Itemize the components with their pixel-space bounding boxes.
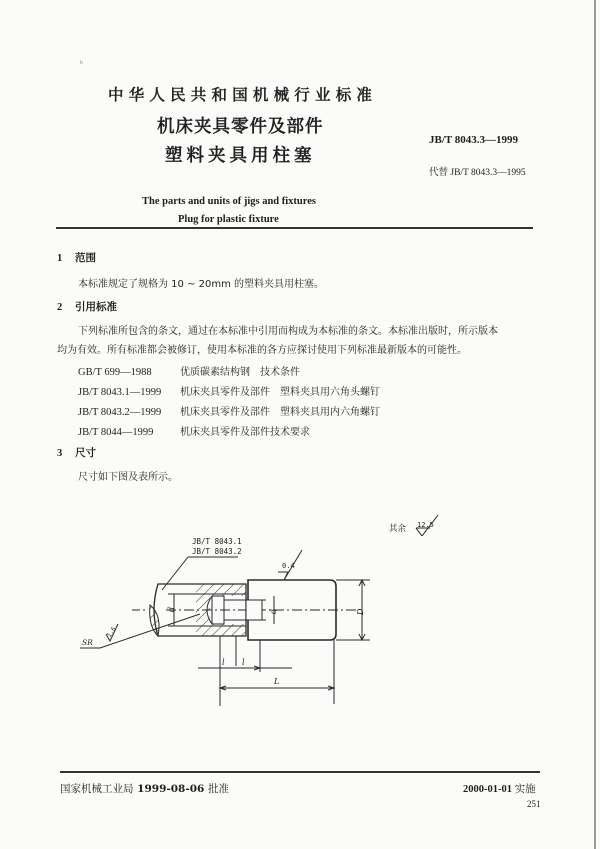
svg-text:l: l: [242, 658, 245, 667]
effective-label: 实施: [514, 783, 536, 795]
svg-text:1.6: 1.6: [105, 625, 118, 639]
footer-divider: [60, 771, 540, 773]
svg-text:12.5: 12.5: [417, 521, 434, 529]
section-title: 尺寸: [75, 447, 96, 459]
approval-label: 批准: [207, 783, 229, 795]
title-cn-line1: 机床夹具零件及部件: [157, 117, 324, 137]
section-title: 范围: [75, 252, 96, 264]
approval-date: 1999-08-06: [137, 783, 205, 795]
reference-title: 机床夹具零件及部件 塑料夹具用六角头螺钉: [180, 387, 380, 398]
svg-text:SR: SR: [82, 638, 93, 647]
reference-item: [78, 363, 300, 378]
scan-edge-border: [594, 0, 596, 849]
section-number: 1: [57, 253, 63, 264]
reference-title: 机床夹具零件及部件 塑料夹具用内六角螺钉: [180, 407, 380, 418]
standard-number: JB/T 8043.3—1999: [429, 134, 519, 146]
svg-text:l: l: [222, 658, 225, 667]
title-en-line2: Plug for plastic fixture: [178, 214, 279, 225]
title-en-line1: The parts and units of jigs and fixtures: [142, 196, 316, 207]
reference-title: 优质碳素结构钢 技术条件: [180, 367, 300, 378]
svg-text:d: d: [269, 608, 278, 614]
effective-date: 2000-01-01: [463, 784, 512, 795]
section-2-heading: [57, 299, 117, 314]
svg-text:d: d: [167, 606, 176, 612]
section-2-paragraph-line1: 下列标准所包含的条文，通过在本标准中引用而构成为本标准的条文。本标准出版时，所示版本: [78, 326, 498, 337]
section-3-paragraph: 尺寸如下图及表所示。: [78, 472, 178, 483]
reference-title: 机床夹具零件及部件技术要求: [180, 427, 310, 438]
svg-text:D: D: [356, 608, 365, 615]
section-title: 引用标准: [75, 301, 117, 313]
svg-text:其余: 其余: [389, 524, 407, 534]
reference-item: [78, 403, 380, 418]
header-divider: [56, 227, 533, 229]
section-2-paragraph-line2: 均为有效。所有标准都会被修订，使用本标准的各方应探讨使用下列标准最新版本的可能性。: [57, 345, 467, 356]
section-number: 3: [57, 448, 63, 459]
section-1-paragraph: 本标准规定了规格为 10 ~ 20mm 的塑料夹具用柱塞。: [78, 279, 325, 290]
reference-code: JB/T 8043.1—1999: [78, 387, 162, 398]
issuing-agency: 中华人民共和国机械行业标准: [108, 86, 378, 104]
reference-item: [78, 383, 380, 398]
svg-text:JB/T 8043.1: JB/T 8043.1: [192, 537, 242, 546]
reference-code: GB/T 699—1988: [78, 367, 152, 378]
svg-text:0.4: 0.4: [282, 562, 295, 570]
section-1-heading: [57, 250, 96, 265]
scan-mark: ᵇ: [80, 60, 83, 68]
plug-technical-drawing: [70, 510, 490, 710]
reference-item: [78, 423, 310, 438]
approval-info: [60, 781, 229, 796]
section-number: 2: [57, 302, 63, 313]
plug-drawing-svg: [70, 510, 490, 710]
effective-info: [463, 781, 536, 796]
svg-text:L: L: [274, 677, 280, 686]
approving-authority: 国家机械工业局: [60, 783, 134, 795]
page-number: 251: [527, 799, 541, 809]
section-3-heading: [57, 445, 96, 460]
replaces-standard: 代替 JB/T 8043.3—1995: [429, 168, 526, 178]
svg-text:JB/T 8043.2: JB/T 8043.2: [192, 547, 242, 556]
reference-code: JB/T 8044—1999: [78, 427, 154, 438]
reference-code: JB/T 8043.2—1999: [78, 407, 162, 418]
title-cn-line2: 塑料夹具用柱塞: [165, 146, 316, 166]
